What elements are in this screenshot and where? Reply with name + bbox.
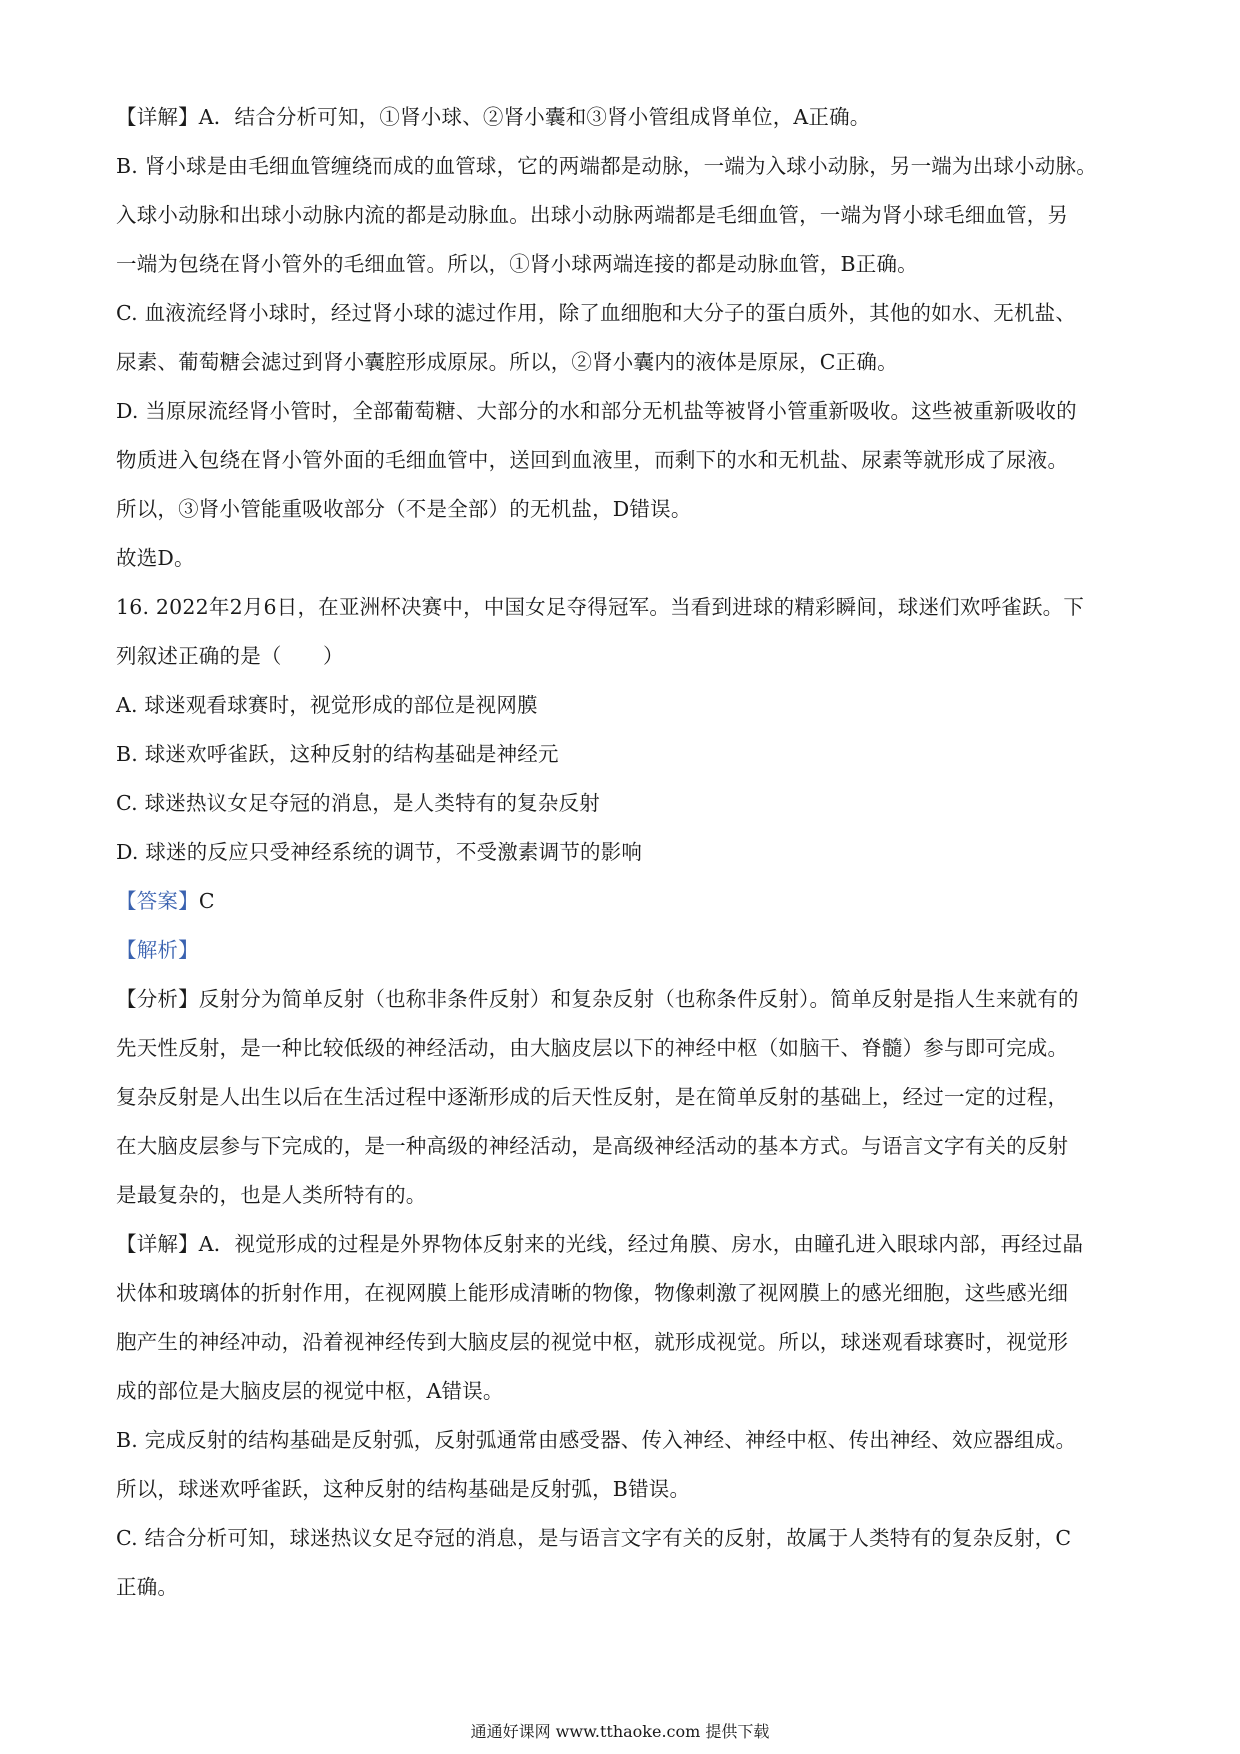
- line-text: C. 结合分析可知，球迷热议女足夺冠的消息，是与语言文字有关的反射，故属于人类特有的复杂反射，C: [116, 1526, 1072, 1550]
- line-text: 是最复杂的，也是人类所特有的。: [116, 1183, 427, 1207]
- text-line: [116, 543, 1136, 573]
- text-line: [116, 739, 1136, 769]
- line-text: 复杂反射是人出生以后在生活过程中逐渐形成的后天性反射，是在简单反射的基础上，经过一定的过程，: [116, 1085, 1069, 1109]
- line-text: B. 完成反射的结构基础是反射弧，反射弧通常由感受器、传入神经、神经中枢、传出神经、效应器组成。: [116, 1428, 1077, 1452]
- text-line: [116, 1229, 1136, 1259]
- text-line: [116, 788, 1136, 818]
- line-text: 状体和玻璃体的折射作用，在视网膜上能形成清晰的物像，物像刺激了视网膜上的感光细胞，这些感光细: [116, 1281, 1069, 1305]
- line-text: 故选D。: [116, 546, 195, 570]
- line-text: B. 球迷欢呼雀跃，这种反射的结构基础是神经元: [116, 742, 559, 766]
- text-line: [116, 347, 1136, 377]
- text-line: [116, 1425, 1136, 1455]
- line-text: D. 球迷的反应只受神经系统的调节，不受激素调节的影响: [116, 840, 643, 864]
- line-text: 所以，③肾小管能重吸收部分（不是全部）的无机盐，D错误。: [116, 497, 692, 521]
- text-line: [116, 1180, 1136, 1210]
- page-footer: 通通好课网 www.tthaoke.com 提供下载: [470, 1722, 770, 1741]
- line-text: A. 球迷观看球赛时，视觉形成的部位是视网膜: [116, 693, 538, 717]
- line-text: 入球小动脉和出球小动脉内流的都是动脉血。出球小动脉两端都是毛细血管，一端为肾小球毛细血管，另: [116, 203, 1069, 227]
- text-line: [116, 1523, 1136, 1553]
- text-line: [116, 1474, 1136, 1504]
- text-line: [116, 1033, 1136, 1063]
- text-line: [116, 592, 1136, 622]
- text-line: [116, 935, 1136, 965]
- text-line: [116, 102, 1136, 132]
- line-text: 成的部位是大脑皮层的视觉中枢，A错误。: [116, 1379, 504, 1403]
- text-line: [116, 1327, 1136, 1357]
- line-text: 【详解】A．结合分析可知，①肾小球、②肾小囊和③肾小管组成肾单位，A正确。: [116, 105, 871, 129]
- line-text: 在大脑皮层参与下完成的，是一种高级的神经活动，是高级神经活动的基本方式。与语言文字有关的反射: [116, 1134, 1069, 1158]
- text-line: [116, 445, 1136, 475]
- text-line: [116, 1082, 1136, 1112]
- text-line: [116, 1572, 1136, 1602]
- text-line: [116, 298, 1136, 328]
- line-text: 列叙述正确的是（ ）: [116, 644, 344, 668]
- line-text: 正确。: [116, 1575, 179, 1599]
- text-line: [116, 690, 1136, 720]
- line-text: 先天性反射，是一种比较低级的神经活动，由大脑皮层以下的神经中枢（如脑干、脊髓）参与即可完成。: [116, 1036, 1069, 1060]
- line-text: 所以，球迷欢呼雀跃，这种反射的结构基础是反射弧，B错误。: [116, 1477, 691, 1501]
- line-text: D. 当原尿流经肾小管时，全部葡萄糖、大部分的水和部分无机盐等被肾小管重新吸收。这些被重新吸收的: [116, 399, 1077, 423]
- line-text: 【详解】A．视觉形成的过程是外界物体反射来的光线，经过角膜、房水，由瞳孔进入眼球内部，再经过晶: [116, 1232, 1084, 1256]
- text-line: [116, 1131, 1136, 1161]
- text-line: [116, 1376, 1136, 1406]
- line-text: 尿素、葡萄糖会滤过到肾小囊腔形成原尿。所以，②肾小囊内的液体是原尿，C正确。: [116, 350, 898, 374]
- line-text: 【分析】反射分为简单反射（也称非条件反射）和复杂反射（也称条件反射）。简单反射是指人生来就有的: [116, 987, 1079, 1011]
- text-line: [116, 837, 1136, 867]
- section-tag: 【答案】: [116, 889, 199, 913]
- text-line: [116, 641, 1136, 671]
- line-text: 物质进入包绕在肾小管外面的毛细血管中，送回到血液里，而剩下的水和无机盐、尿素等就形成了尿液。: [116, 448, 1069, 472]
- line-text: C: [198, 889, 215, 913]
- text-line: [116, 984, 1136, 1014]
- line-text: 一端为包绕在肾小管外的毛细血管。所以，①肾小球两端连接的都是动脉血管，B正确。: [116, 252, 918, 276]
- text-line: [116, 396, 1136, 426]
- line-text: C. 血液流经肾小球时，经过肾小球的滤过作用，除了血细胞和大分子的蛋白质外，其他的如水、无机盐、: [116, 301, 1077, 325]
- text-line: [116, 494, 1136, 524]
- text-line: [116, 200, 1136, 230]
- text-line: [116, 151, 1136, 181]
- line-text: B. 肾小球是由毛细血管缠绕而成的血管球，它的两端都是动脉，一端为入球小动脉，另一端为出球小动脉。: [116, 154, 1097, 178]
- text-line: [116, 886, 1136, 916]
- line-text: 16. 2022年2月6日，在亚洲杯决赛中，中国女足夺得冠军。当看到进球的精彩瞬间，球迷们欢呼雀跃。下: [116, 595, 1085, 619]
- text-line: [116, 249, 1136, 279]
- text-line: [116, 1278, 1136, 1308]
- section-tag: 【解析】: [116, 938, 199, 962]
- line-text: C. 球迷热议女足夺冠的消息，是人类特有的复杂反射: [116, 791, 600, 815]
- line-text: 胞产生的神经冲动，沿着视神经传到大脑皮层的视觉中枢，就形成视觉。所以，球迷观看球赛时，视觉形: [116, 1330, 1069, 1354]
